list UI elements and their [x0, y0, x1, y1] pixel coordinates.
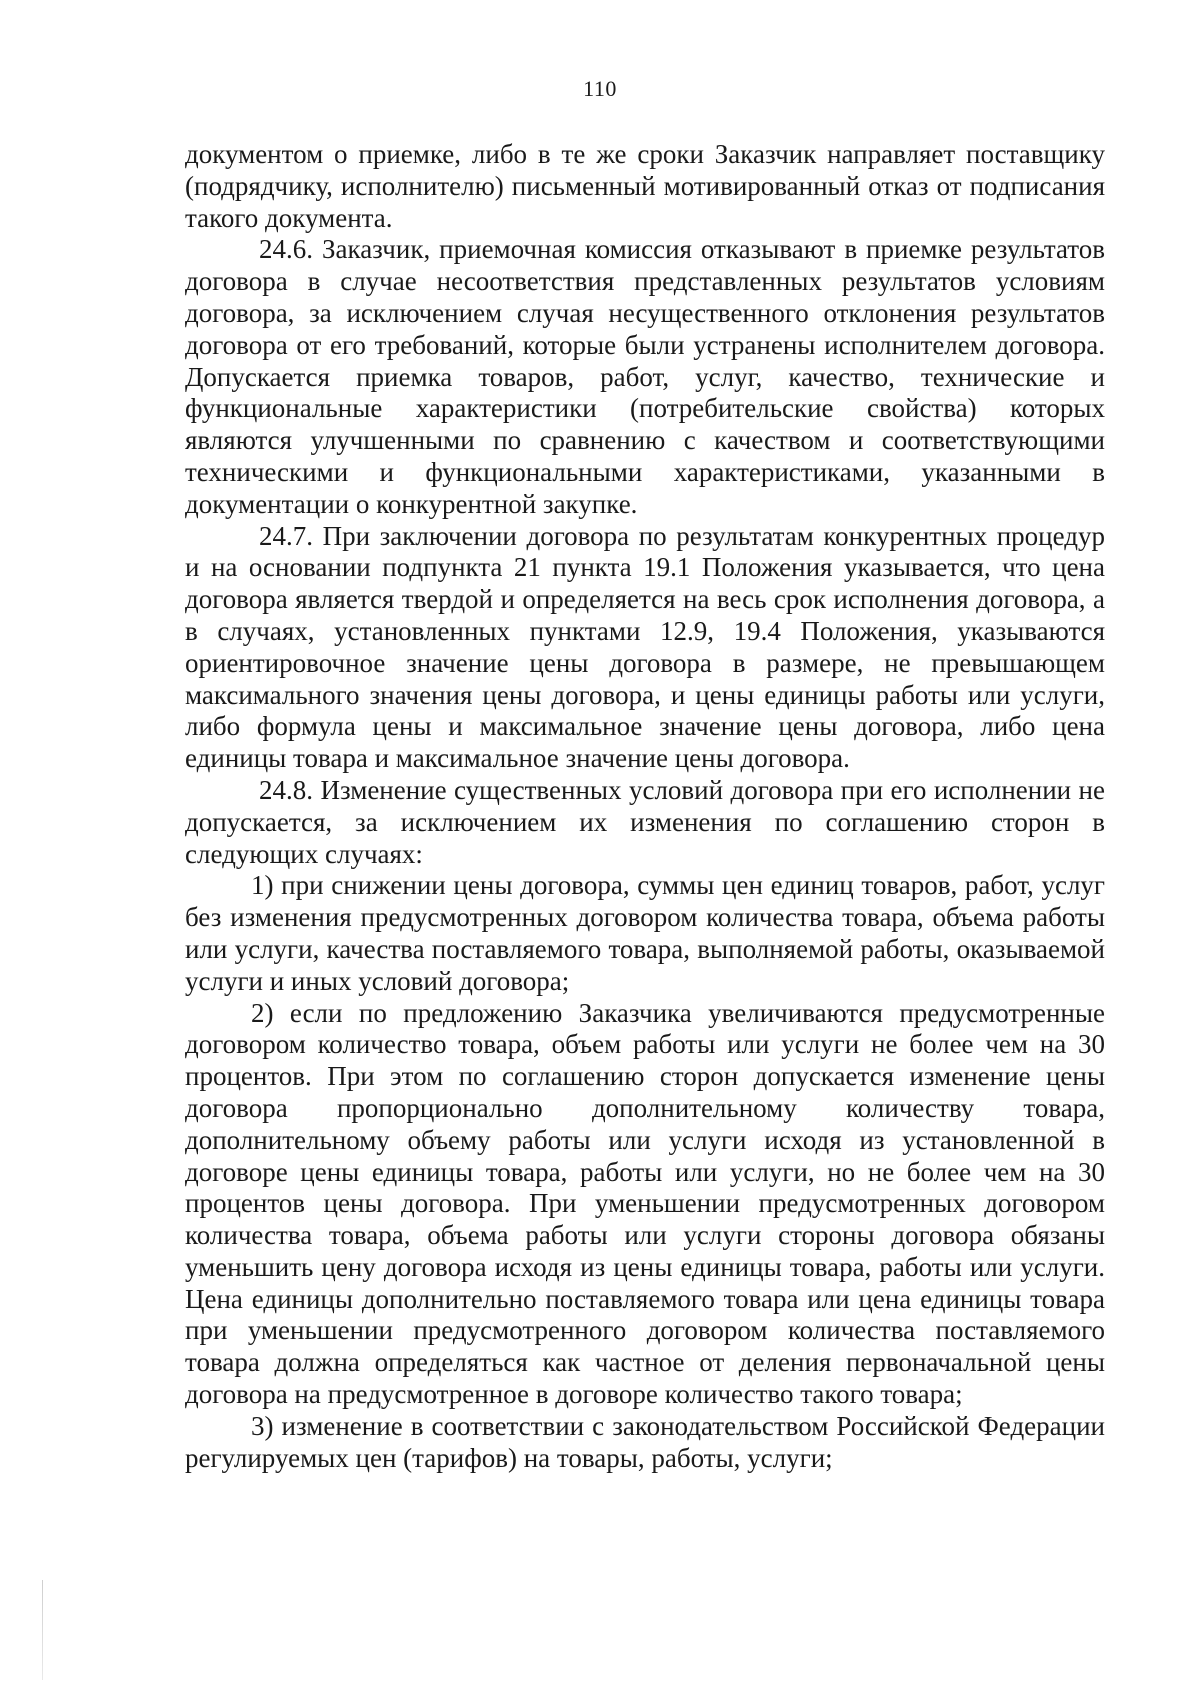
paragraph-continuation: документом о приемке, либо в те же сроки Заказчик направляет поставщику (подрядчику, исполнителю) письменный мотивированный отказ от подписания такого документа. [185, 139, 1105, 233]
list-item-1: 1) при снижении цены договора, суммы цен единиц товаров, работ, услуг без изменения предусмотренных договором количества товара, объема работы или услуги, качества поставляемого товара, выполняемой работы, оказываемой услуги и иных условий договора; [185, 870, 1105, 996]
paragraph-24-7: 24.7. При заключении договора по результатам конкурентных процедур и на основании подпункта 21 пункта 19.1 Положения указывается, что цена договора является твердой и определяется на весь срок исполнения договора, а в случаях, установленных пунктами 12.9, 19.4 Положения, указываются ориентировочное значение цены договора в размере, не превышающем максимального значения цены договора, и цены единицы работы или услуги, либо формула цены и максимальное значение цены договора, либо цена единицы товара и максимальное значение цены договора. [185, 520, 1105, 774]
scan-edge-mark [42, 1580, 43, 1680]
list-item-2: 2) если по предложению Заказчика увеличиваются предусмотренные договором количество товара, объем работы или услуги не более чем на 30 процентов. При этом по соглашению сторон допускается изменение цены договора пропорционально дополнительному количеству товара, дополнительному объему работы или услуги исходя из установленной в договоре цены единицы товара, работы или услуги, но не более чем на 30 процентов цены договора. При уменьшении предусмотренных договором количества товара, объема работы или услуги стороны договора обязаны уменьшить цену договора исходя из цены единицы товара, работы или услуги. Цена единицы дополнительно поставляемого товара или цена единицы товара при уменьшении предусмотренного договором количества поставляемого товара должна определяться как частное от деления первоначальной цены договора на предусмотренное в договоре количество такого товара; [185, 997, 1105, 1410]
paragraph-24-6: 24.6. Заказчик, приемочная комиссия отказывают в приемке результатов договора в случае несоответствия представленных результатов условиям договора, за исключением случая несущественного отклонения результатов договора от его требований, которые были устранены исполнителем договора. Допускается приемка товаров, работ, услуг, качество, технические и функциональные характеристики (потребительские свойства) которых являются улучшенными по сравнению с качеством и соответствующими техническими и функциональными характеристиками, указанными в документации о конкурентной закупке. [185, 234, 1105, 519]
document-body [185, 139, 1105, 1474]
paragraph-24-8: 24.8. Изменение существенных условий договора при его исполнении не допускается, за исключением их изменения по соглашению сторон в следующих случаях: [185, 774, 1105, 869]
list-item-3: 3) изменение в соответствии с законодательством Российской Федерации регулируемых цен (тарифов) на товары, работы, услуги; [185, 1410, 1105, 1473]
page-number: 110 [583, 76, 617, 101]
